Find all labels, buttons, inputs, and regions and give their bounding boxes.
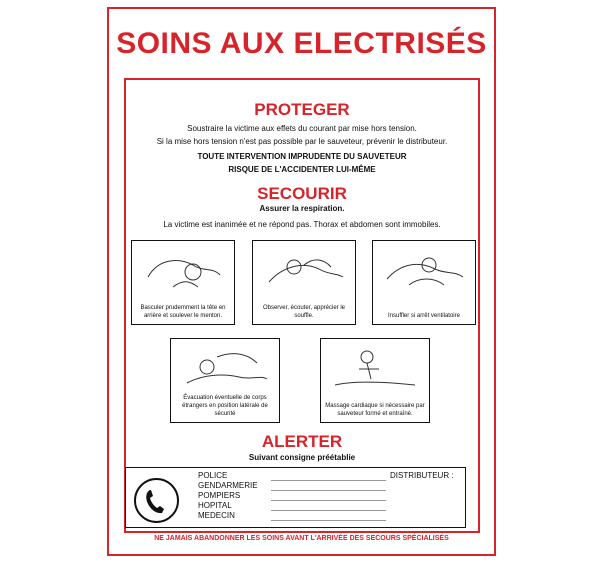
cardiac-massage-illustration-icon: [327, 345, 423, 395]
distributeur-label: DISTRIBUTEUR :: [390, 471, 454, 480]
step-illustration-5: [320, 338, 430, 423]
contact-police: POLICE: [198, 471, 228, 480]
proteger-warning-1: TOUTE INTERVENTION IMPRUDENTE DU SAUVETEUR: [197, 152, 407, 161]
secourir-description: La victime est inanimée et ne répond pas. Thorax et abdomen sont immobiles.: [163, 220, 441, 229]
step-caption-4: Évacuation éventuelle de corps étrangers en position latérale de sécurité: [182, 395, 268, 417]
poster: [107, 7, 496, 556]
proteger-warning-2: RISQUE DE L'ACCIDENTER LUI-MÊME: [228, 165, 376, 174]
contact-labels: [198, 471, 258, 521]
contact-medecin: MEDECIN: [198, 511, 235, 520]
content-frame: [124, 78, 480, 533]
contact-gendarmerie: GENDARMERIE: [198, 481, 258, 490]
step-caption-3: Insuffler si arrêt ventilatoire: [388, 313, 460, 319]
recovery-position-illustration-icon: [177, 345, 273, 395]
insufflation-illustration-icon: [379, 247, 469, 297]
step-caption-2: Observer, écouter, apprécier le souffle.: [262, 305, 346, 319]
secourir-subheading: Assurer la respiration.: [259, 204, 345, 213]
proteger-line-2: Si la mise hors tension n'est pas possible par le sauveteur, prévenir le distributeur.: [156, 137, 448, 146]
proteger-heading: PROTEGER: [254, 100, 350, 119]
proteger-line-1: Soustraire la victime aux effets du courant par mise hors tension.: [187, 124, 417, 133]
alerter-subheading: Suivant consigne préétablie: [248, 453, 356, 462]
contact-pompiers: POMPIERS: [198, 491, 241, 500]
step-illustration-4: [170, 338, 280, 423]
phone-icon: [134, 478, 179, 523]
contact-number-lines: [271, 471, 386, 521]
step-illustration-2: [252, 240, 356, 325]
contact-hopital: HOPITAL: [198, 501, 232, 510]
secourir-heading: SECOURIR: [257, 184, 347, 203]
head-tilt-illustration-icon: [138, 247, 228, 297]
step-illustration-1: [131, 240, 235, 325]
step-illustration-3: [372, 240, 476, 325]
alerter-heading: ALERTER: [261, 432, 343, 451]
breath-check-illustration-icon: [259, 247, 349, 297]
footer-warning: NE JAMAIS ABANDONNER LES SOINS AVANT L'ARRIVÉE DES SECOURS SPÉCIALISÉS: [154, 535, 449, 542]
page-title: SOINS AUX ELECTRISÉS: [116, 27, 487, 60]
step-caption-5: Massage cardiaque si nécessaire par sauveteur formé et entraîné.: [325, 403, 425, 417]
emergency-contacts-box: [125, 467, 466, 528]
step-caption-1: Basculer prudemment la tête en arrière et soulever le menton.: [140, 305, 226, 319]
